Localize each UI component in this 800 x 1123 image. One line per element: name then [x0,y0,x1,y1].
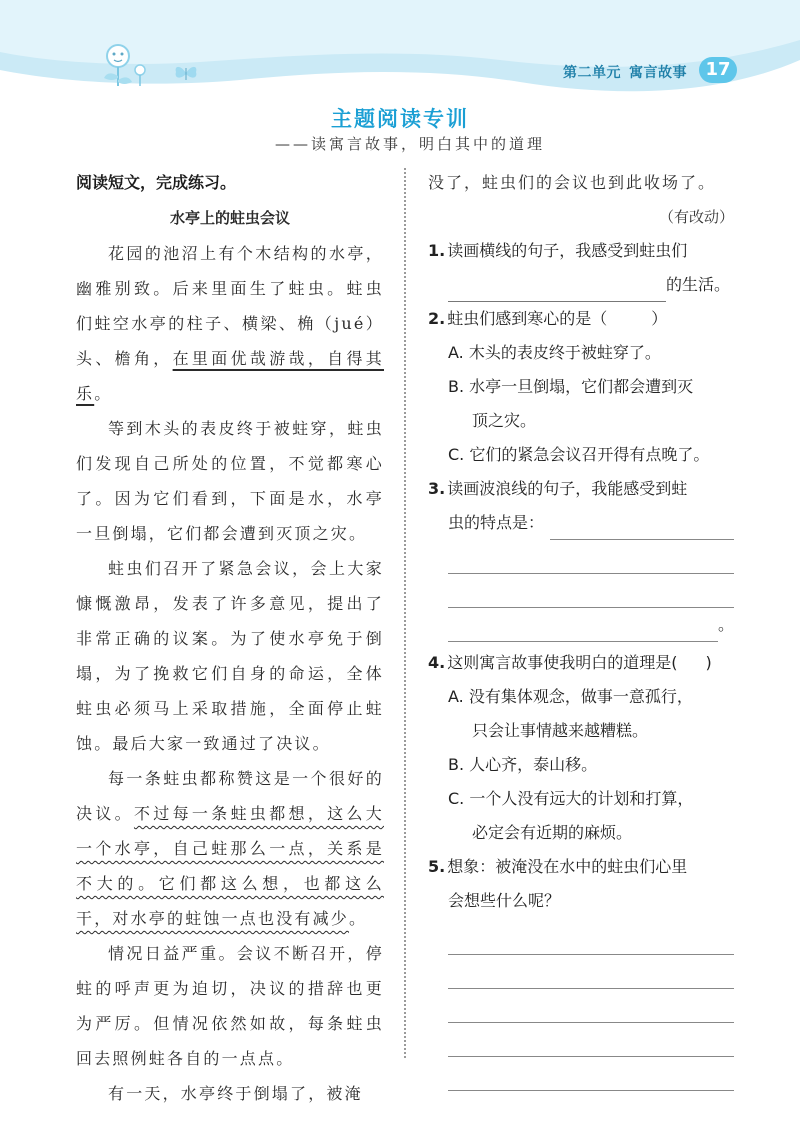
paragraph-4-end: 。 [349,909,368,928]
question-text: 蛀虫们感到寒心的是（ [447,309,608,328]
answer-line[interactable] [448,1057,734,1091]
answer-line-final [428,608,734,642]
answer-line[interactable] [448,1023,734,1057]
page-subtitle: ——读寓言故事，明白其中的道理 [275,135,546,153]
answer-blank[interactable] [550,515,734,540]
underlined-sentence: 在里面优哉游哉，自得其乐 [76,349,384,403]
page-number: 17 [699,57,737,83]
option-b: B. 人心齐，泰山移。 [448,755,598,774]
paragraph-6-start: 有一天，水亭终于倒塌了，被淹 [108,1084,363,1103]
answer-line[interactable] [448,574,734,608]
question-1-line-2 [428,268,734,302]
answer-line[interactable] [448,918,734,955]
period: 。 [717,615,734,634]
option-a: A. 木头的表皮终于被蛀穿了。 [448,343,661,362]
paragraph-6-continued: 没了，蛀虫们的会议也到此收场了。 [428,173,717,192]
paragraph-1-end: 。 [94,384,113,403]
unit-label [563,62,695,82]
question-text-tail: 的生活。 [666,275,731,294]
question-text: 读画波浪线的句子，我能感受到蛀 [447,479,688,498]
story-title: 水亭上的蛀虫会议 [169,209,290,227]
answer-line[interactable] [448,989,734,1023]
answer-blank[interactable] [448,617,718,642]
unit-name: 第二单元 [563,65,621,81]
column-divider [404,168,406,1058]
option-c-cont: 必定会有近期的麻烦。 [472,823,633,842]
reading-passage [76,166,384,1111]
page-title: 主题阅读专训 [331,107,469,131]
question-number: 4. [428,653,446,672]
paren-close: ） [651,309,668,328]
option-c: C. 它们的紧急会议召开得有点晚了。 [448,445,710,464]
unit-topic: 寓言故事 [629,65,687,81]
paragraph-2: 等到木头的表皮终于被蛀穿，蛀虫们发现自己所处的位置，不觉都寒心了。因为它们看到，下面是水，水亭一旦倒塌，它们都会遭到灭顶之灾。 [76,419,384,543]
wavy-underlined-sentence: 不过每一条蛀虫都想，这么大一个水亭，自己蛀那么一点，关系是不大的。它们都这么想，也都这么干，对水亭的蛀蚀一点也没有减少 [76,804,384,928]
question-5 [428,850,734,884]
option-a-cont: 只会让事情越来越糟糕。 [472,721,649,740]
answer-line[interactable] [448,540,734,574]
question-text: 读画横线的句子，我感受到蛀虫们 [447,241,688,260]
question-1 [428,234,734,268]
question-number: 5. [428,857,446,876]
option-c: C. 一个人没有远大的计划和打算， [448,789,694,808]
paren-close: ) [705,653,712,672]
question-text-2: 虫的特点是： [448,513,545,532]
paragraph-5: 情况日益严重。会议不断召开，停蛀的呼声更为迫切，决议的措辞也更为严厉。但情况依然如故，每条蛀虫回去照例蛀各自的一点点。 [76,944,384,1068]
answer-line[interactable] [448,955,734,989]
source-note: （有改动） [658,208,734,226]
option-a: A. 没有集体观念，做事一意孤行， [448,687,693,706]
paragraph-3: 蛀虫们召开了紧急会议，会上大家慷慨激昂，发表了许多意见，提出了非常正确的议案。为了使水亭免于倒塌，为了挽救它们自身的命运，全体蛀虫必须马上采取措施，全面停止蛀蚀。最后大家一致通过了决议。 [76,559,384,753]
butterfly-icon [172,62,200,84]
header-band [0,0,800,100]
question-number: 3. [428,479,446,498]
paragraph-1 [76,236,384,411]
option-b: B. 水亭一旦倒塌，它们都会遭到灭 [448,377,694,396]
sun-flower-icon [96,38,156,88]
questions-column [428,166,734,1091]
question-3 [428,472,734,506]
question-5-line-2: 会想些什么呢？ [448,891,561,910]
instruction: 阅读短文，完成练习。 [76,173,237,192]
question-number: 1. [428,241,446,260]
question-3-line-2 [428,506,734,540]
question-text: 想象：被淹没在水中的蛀虫们心里 [447,857,688,876]
question-4 [428,646,734,680]
option-b-cont: 顶之灾。 [472,411,537,430]
paragraph-4-text: 每一条蛀虫都称赞这是一个很好的决议。 [76,769,384,823]
question-number: 2. [428,309,446,328]
question-2 [428,302,734,336]
answer-blank[interactable] [448,279,666,302]
paragraph-4 [76,761,384,936]
paragraph-1-text: 花园的池沼上有个木结构的水亭，幽雅别致。后来里面生了蛀虫。蛀虫们蛀空水亭的柱子、横梁、桷（jué）头、檐角， [76,244,384,368]
question-text: 这则寓言故事使我明白的道理是( [447,653,678,672]
